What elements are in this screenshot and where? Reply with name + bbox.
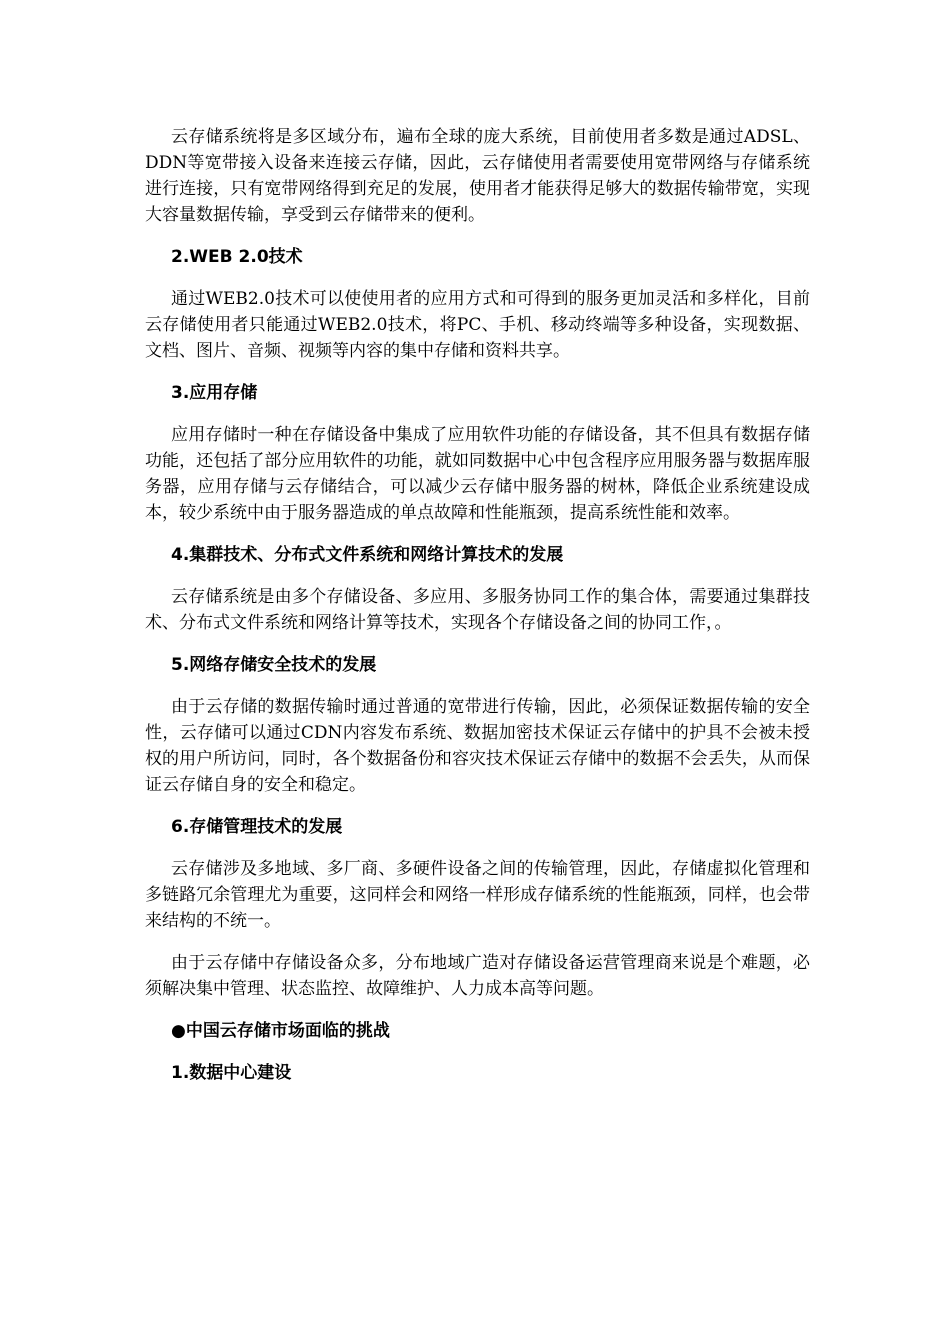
heading-storage-management: 6.存储管理技术的发展 [171,817,343,837]
paragraph-web20: 通过WEB2.0技术可以使使用者的应用方式和可得到的服务更加灵活和多样化，目前云存储使用者只能通过WEB2.0技术，将PC、手机、移动终端等多种设备，实现数据、文档、图片、音频、视频等内容的集中存储和资料共享。 [145,289,810,361]
paragraph-cluster-tech: 云存储系统是由多个存储设备、多应用、多服务协同工作的集合体，需要通过集群技术、分布式文件系统和网络计算等技术，实现各个存储设备之间的协同工作，。 [145,587,810,633]
paragraph-device-management: 由于云存储中存储设备众多，分布地域广造对存储设备运营管理商来说是个难题，必须解决集中管理、状态监控、故障维护、人力成本高等问题。 [145,953,810,999]
heading-security-tech: 5.网络存储安全技术的发展 [171,655,377,675]
heading-china-challenges: ●中国云存储市场面临的挑战 [171,1021,390,1041]
heading-datacenter: 1.数据中心建设 [171,1063,292,1083]
heading-application-storage: 3.应用存储 [171,383,258,403]
paragraph-security-tech: 由于云存储的数据传输时通过普通的宽带进行传输，因此，必须保证数据传输的安全性，云存储可以通过CDN内容发布系统、数据加密技术保证云存储中的护具不会被未授权的用户所访问，同时，各个数据备份和容灾技术保证云存储中的数据不会丢失，从而保证云存储自身的安全和稳定。 [145,697,810,795]
paragraph-storage-management: 云存储涉及多地域、多厂商、多硬件设备之间的传输管理，因此，存储虚拟化管理和多链路冗余管理尤为重要，这同样会和网络一样形成存储系统的性能瓶颈，同样，也会带来结构的不统一。 [145,859,810,931]
paragraph-application-storage: 应用存储时一种在存储设备中集成了应用软件功能的存储设备，其不但具有数据存储功能，还包括了部分应用软件的功能，就如同数据中心中包含程序应用服务器与数据库服务器，应用存储与云存储结合，可以减少云存储中服务器的树林，降低企业系统建设成本，较少系统中由于服务器造成的单点故障和性能瓶颈，提高系统性能和效率。 [145,425,810,523]
document-page [145,124,810,1086]
paragraph-broadband: 云存储系统将是多区域分布，遍布全球的庞大系统，目前使用者多数是通过ADSL、DDN等宽带接入设备来连接云存储，因此，云存储使用者需要使用宽带网络与存储系统进行连接，只有宽带网络得到充足的发展，使用者才能获得足够大的数据传输带宽，实现大容量数据传输，享受到云存储带来的便利。 [145,127,810,225]
heading-cluster-tech: 4.集群技术、分布式文件系统和网络计算技术的发展 [171,545,564,565]
heading-web20: 2.WEB 2.0技术 [171,247,303,267]
